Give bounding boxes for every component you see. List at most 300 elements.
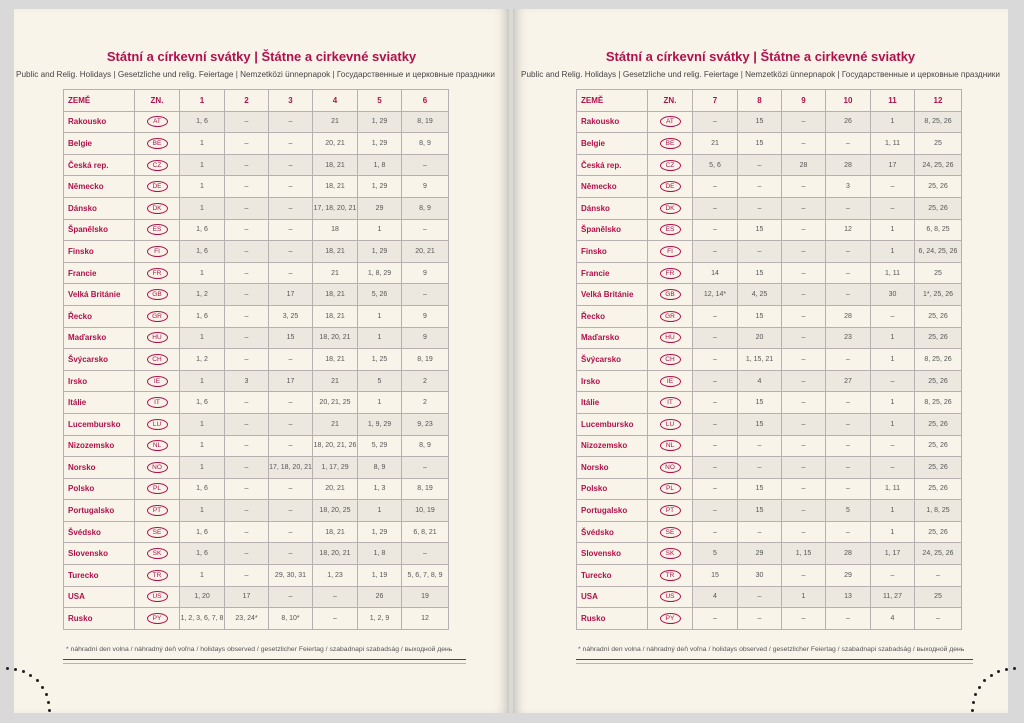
country-code-cell <box>135 262 180 284</box>
holiday-dates: – <box>782 565 826 587</box>
table-row <box>577 478 962 500</box>
table-row <box>64 197 449 219</box>
country-code-badge: HU <box>147 332 168 343</box>
binding-dot <box>978 686 981 689</box>
table-row <box>64 154 449 176</box>
holiday-dates: 9 <box>402 176 449 198</box>
holiday-dates: – <box>225 349 269 371</box>
country-code-cell <box>648 435 693 457</box>
country-name: Nizozemsko <box>64 435 135 457</box>
holiday-dates: 13 <box>826 586 871 608</box>
holiday-dates: – <box>225 262 269 284</box>
country-code-cell <box>648 413 693 435</box>
country-code-cell <box>648 478 693 500</box>
country-name: Portugalsko <box>64 500 135 522</box>
country-code-badge: PT <box>147 505 168 516</box>
holiday-dates: 17, 18, 20, 21 <box>313 197 358 219</box>
holiday-dates: – <box>402 154 449 176</box>
country-code-badge: IE <box>147 376 168 387</box>
holiday-dates: 21 <box>313 111 358 133</box>
country-name: Lucembursko <box>577 413 648 435</box>
page-title: Státní a církevní svátky | Štátne a cirkevné sviatky <box>106 49 417 64</box>
holiday-dates: 15 <box>693 565 738 587</box>
table-row <box>64 565 449 587</box>
country-code-cell <box>135 608 180 630</box>
country-name: Polsko <box>64 478 135 500</box>
country-name: Rusko <box>577 608 648 630</box>
holiday-dates: – <box>782 478 826 500</box>
holiday-dates: 1, 29 <box>358 133 402 155</box>
holiday-dates: 25, 26 <box>915 521 962 543</box>
country-code-badge: LU <box>660 419 681 430</box>
table-row <box>64 133 449 155</box>
holiday-dates: – <box>782 435 826 457</box>
holiday-dates: 21 <box>313 370 358 392</box>
country-code-cell <box>648 370 693 392</box>
holiday-dates: – <box>738 608 782 630</box>
left-page <box>14 9 509 713</box>
holiday-dates: – <box>225 284 269 306</box>
holiday-dates: 15 <box>738 478 782 500</box>
holiday-dates: – <box>826 284 871 306</box>
holiday-dates: – <box>225 435 269 457</box>
holiday-dates: 1 <box>358 305 402 327</box>
holiday-dates: – <box>225 111 269 133</box>
holiday-dates: 1 <box>358 219 402 241</box>
holiday-dates: 1, 8 <box>358 154 402 176</box>
holiday-dates: 1 <box>358 327 402 349</box>
country-code-badge: HU <box>660 332 681 343</box>
holiday-dates: – <box>738 457 782 479</box>
holiday-dates: 1 <box>180 176 225 198</box>
holiday-dates: – <box>782 284 826 306</box>
binding-dot <box>6 667 9 670</box>
holiday-dates: – <box>826 197 871 219</box>
table-row <box>64 305 449 327</box>
table-row <box>577 219 962 241</box>
holiday-dates: – <box>269 413 313 435</box>
holiday-dates: – <box>782 133 826 155</box>
holiday-dates: – <box>693 500 738 522</box>
holiday-dates: – <box>826 478 871 500</box>
holiday-dates: 8, 9 <box>402 133 449 155</box>
country-code-badge: NL <box>147 440 168 451</box>
table-row <box>577 284 962 306</box>
holiday-dates: 5 <box>358 370 402 392</box>
holiday-dates: 25, 26 <box>915 478 962 500</box>
holiday-dates: – <box>225 565 269 587</box>
table-row <box>577 370 962 392</box>
country-name: Česká rep. <box>64 154 135 176</box>
holiday-dates: 19 <box>402 586 449 608</box>
holiday-dates: 9 <box>402 305 449 327</box>
holiday-dates: 3, 25 <box>269 305 313 327</box>
binding-dot <box>14 668 17 671</box>
holiday-dates: – <box>225 500 269 522</box>
country-code-cell <box>135 305 180 327</box>
holiday-dates: – <box>782 349 826 371</box>
holiday-dates: 8, 25, 26 <box>915 111 962 133</box>
country-code-badge: BE <box>147 138 168 149</box>
country-name: Řecko <box>64 305 135 327</box>
holiday-dates: 1, 9, 29 <box>358 413 402 435</box>
country-code-badge: AT <box>147 116 168 127</box>
holiday-dates: 18, 21 <box>313 176 358 198</box>
holiday-dates: – <box>738 435 782 457</box>
holiday-dates: – <box>915 608 962 630</box>
country-name: Velká Británie <box>64 284 135 306</box>
holiday-dates: 1, 6 <box>180 111 225 133</box>
country-name: Švédsko <box>577 521 648 543</box>
holiday-dates: – <box>782 370 826 392</box>
holiday-dates: – <box>693 370 738 392</box>
holiday-dates: – <box>269 219 313 241</box>
binding-dot <box>971 709 974 712</box>
column-header-month: 12 <box>915 90 962 112</box>
holiday-dates: 1 <box>871 111 915 133</box>
holiday-dates: 4 <box>871 608 915 630</box>
holiday-dates: 18, 21 <box>313 349 358 371</box>
holiday-dates: – <box>693 327 738 349</box>
divider <box>576 659 973 660</box>
holiday-dates: 1, 6 <box>180 521 225 543</box>
holiday-dates: – <box>693 111 738 133</box>
column-header-code: ZN. <box>648 90 693 112</box>
holiday-dates: 1, 19 <box>358 565 402 587</box>
holiday-dates: – <box>782 262 826 284</box>
country-code-badge: NL <box>660 440 681 451</box>
holiday-dates: 5 <box>826 500 871 522</box>
holidays-table-right <box>576 89 962 630</box>
holiday-dates: 1 <box>180 370 225 392</box>
country-name: USA <box>64 586 135 608</box>
column-header-country: ZEMĚ <box>577 90 648 112</box>
holiday-dates: 1, 6 <box>180 241 225 263</box>
table-row <box>64 413 449 435</box>
country-code-badge: ES <box>660 224 681 235</box>
holiday-dates: 1 <box>180 565 225 587</box>
holiday-dates: 1, 17 <box>871 543 915 565</box>
holiday-dates: 12, 14* <box>693 284 738 306</box>
country-code-cell <box>135 586 180 608</box>
country-code-cell <box>648 111 693 133</box>
page-title: Státní a církevní svátky | Štátne a cirkevné sviatky <box>605 49 916 64</box>
holiday-dates: – <box>225 176 269 198</box>
holiday-dates: 6, 8, 25 <box>915 219 962 241</box>
holiday-dates: – <box>826 435 871 457</box>
holiday-dates: – <box>782 176 826 198</box>
country-code-cell <box>648 262 693 284</box>
table-row <box>64 370 449 392</box>
table-row <box>577 197 962 219</box>
binding-dot <box>1005 668 1008 671</box>
table-row <box>577 176 962 198</box>
holiday-dates: – <box>826 262 871 284</box>
country-code-badge: DE <box>660 181 681 192</box>
holiday-dates: – <box>269 241 313 263</box>
holiday-dates: 29 <box>826 565 871 587</box>
table-row <box>64 500 449 522</box>
column-header-month: 2 <box>225 90 269 112</box>
holiday-dates: – <box>269 197 313 219</box>
holiday-dates: – <box>269 435 313 457</box>
country-name: Itálie <box>64 392 135 414</box>
country-name: Francie <box>64 262 135 284</box>
holiday-dates: 1, 15 <box>782 543 826 565</box>
country-name: Portugalsko <box>577 500 648 522</box>
country-name: Maďarsko <box>577 327 648 349</box>
table-row <box>577 500 962 522</box>
table-row <box>64 521 449 543</box>
table-row <box>577 111 962 133</box>
holiday-dates: 1*, 25, 26 <box>915 284 962 306</box>
binding-dot <box>990 674 993 677</box>
country-code-badge: FR <box>147 268 168 279</box>
country-code-badge: IE <box>660 376 681 387</box>
table-row <box>64 284 449 306</box>
holiday-dates: 1 <box>871 241 915 263</box>
country-code-cell <box>648 608 693 630</box>
country-name: Slovensko <box>64 543 135 565</box>
holiday-dates: 8, 9 <box>402 435 449 457</box>
holiday-dates: – <box>782 500 826 522</box>
holiday-dates: – <box>402 543 449 565</box>
holiday-dates: 1, 20 <box>180 586 225 608</box>
holiday-dates: – <box>402 219 449 241</box>
country-code-badge: CH <box>660 354 681 365</box>
holiday-dates: – <box>225 478 269 500</box>
holiday-dates: 17 <box>269 370 313 392</box>
holiday-dates: 1, 29 <box>358 176 402 198</box>
holiday-dates: 1, 29 <box>358 111 402 133</box>
country-code-cell <box>135 197 180 219</box>
country-code-cell <box>135 133 180 155</box>
country-code-badge: LU <box>147 419 168 430</box>
country-code-badge: AT <box>660 116 681 127</box>
table-row <box>577 521 962 543</box>
holiday-dates: 25, 26 <box>915 435 962 457</box>
holiday-dates: – <box>826 608 871 630</box>
page-subtitle: Public and Relig. Holidays | Gesetzliche und relig. Feiertage | Nemzetközi ünnepnapok | Государственные и церковные праздники <box>521 70 1000 79</box>
holiday-dates: 1, 29 <box>358 521 402 543</box>
holiday-dates: – <box>313 586 358 608</box>
holiday-dates: 3 <box>225 370 269 392</box>
country-code-cell <box>135 478 180 500</box>
holiday-dates: – <box>269 521 313 543</box>
holiday-dates: 1 <box>180 500 225 522</box>
holiday-dates: – <box>693 197 738 219</box>
holiday-dates: 15 <box>738 305 782 327</box>
holiday-dates: 28 <box>826 305 871 327</box>
holiday-dates: 25, 26 <box>915 457 962 479</box>
country-code-cell <box>648 349 693 371</box>
country-code-badge: IT <box>147 397 168 408</box>
country-code-badge: GB <box>147 289 168 300</box>
column-header-month: 4 <box>313 90 358 112</box>
table-row <box>577 392 962 414</box>
table-row <box>64 457 449 479</box>
column-header-month: 7 <box>693 90 738 112</box>
table-row <box>64 392 449 414</box>
holiday-dates: – <box>225 392 269 414</box>
holiday-dates: 1 <box>871 349 915 371</box>
country-code-badge: GB <box>660 289 681 300</box>
country-code-cell <box>648 241 693 263</box>
holiday-dates: – <box>738 521 782 543</box>
table-row <box>577 413 962 435</box>
country-name: Švýcarsko <box>64 349 135 371</box>
holiday-dates: 29 <box>358 197 402 219</box>
country-code-badge: CZ <box>147 160 168 171</box>
holiday-dates: 3 <box>826 176 871 198</box>
country-name: Itálie <box>577 392 648 414</box>
holiday-dates: 1, 29 <box>358 241 402 263</box>
holiday-dates: 8, 19 <box>402 478 449 500</box>
holiday-dates: 25, 26 <box>915 413 962 435</box>
country-name: Česká rep. <box>577 154 648 176</box>
country-code-cell <box>135 500 180 522</box>
holiday-dates: – <box>826 133 871 155</box>
holiday-dates: 15 <box>738 133 782 155</box>
holiday-dates: 5, 6 <box>693 154 738 176</box>
holiday-dates: – <box>782 219 826 241</box>
holiday-dates: 18, 20, 25 <box>313 500 358 522</box>
holiday-dates: 5 <box>693 543 738 565</box>
holiday-dates: 15 <box>738 392 782 414</box>
holiday-dates: 18, 21 <box>313 241 358 263</box>
holiday-dates: 1, 6 <box>180 305 225 327</box>
holiday-dates: 8, 9 <box>358 457 402 479</box>
holiday-dates: 1, 8, 29 <box>358 262 402 284</box>
holiday-dates: 1, 6 <box>180 478 225 500</box>
country-code-cell <box>648 176 693 198</box>
column-header-code: ZN. <box>135 90 180 112</box>
holiday-dates: 15 <box>738 500 782 522</box>
holiday-dates: – <box>269 176 313 198</box>
table-row <box>64 435 449 457</box>
holiday-dates: 25, 26 <box>915 305 962 327</box>
holiday-dates: – <box>782 521 826 543</box>
holiday-dates: 8, 10* <box>269 608 313 630</box>
holiday-dates: 1, 2, 3, 6, 7, 8 <box>180 608 225 630</box>
country-code-cell <box>135 392 180 414</box>
country-code-cell <box>135 457 180 479</box>
right-page <box>513 9 1008 713</box>
holiday-dates: – <box>782 608 826 630</box>
holiday-dates: 6, 24, 25, 26 <box>915 241 962 263</box>
holiday-dates: 25 <box>915 586 962 608</box>
holiday-dates: 9 <box>402 262 449 284</box>
holiday-dates: – <box>269 154 313 176</box>
holiday-dates: 1 <box>180 413 225 435</box>
binding-dot <box>983 679 986 682</box>
binding-dot <box>29 674 32 677</box>
binding-dot <box>1013 667 1016 670</box>
holiday-dates: – <box>871 435 915 457</box>
holiday-dates: 1, 2 <box>180 284 225 306</box>
holiday-dates: 21 <box>313 262 358 284</box>
holiday-dates: – <box>225 154 269 176</box>
holiday-dates: 17 <box>269 284 313 306</box>
table-row <box>64 608 449 630</box>
holiday-dates: 1 <box>180 435 225 457</box>
holiday-dates: – <box>225 457 269 479</box>
holiday-dates: – <box>693 521 738 543</box>
holiday-dates: 17 <box>225 586 269 608</box>
holiday-dates: 29 <box>738 543 782 565</box>
holiday-dates: 30 <box>738 565 782 587</box>
holiday-dates: – <box>693 219 738 241</box>
table-row <box>577 608 962 630</box>
country-code-cell <box>135 349 180 371</box>
holiday-dates: – <box>782 305 826 327</box>
holiday-dates: 1 <box>180 197 225 219</box>
holiday-dates: – <box>693 435 738 457</box>
holiday-dates: – <box>782 241 826 263</box>
holiday-dates: 8, 9 <box>402 197 449 219</box>
holiday-dates: 1 <box>871 219 915 241</box>
country-code-cell <box>648 457 693 479</box>
country-code-cell <box>135 219 180 241</box>
table-row <box>64 219 449 241</box>
holiday-dates: 15 <box>269 327 313 349</box>
holiday-dates: 25 <box>915 262 962 284</box>
holiday-dates: 4 <box>738 370 782 392</box>
holiday-dates: 1, 11 <box>871 262 915 284</box>
holiday-dates: 1 <box>782 586 826 608</box>
holiday-dates: 25, 26 <box>915 327 962 349</box>
holiday-dates: – <box>738 197 782 219</box>
table-row <box>577 241 962 263</box>
table-row <box>64 111 449 133</box>
holiday-dates: 12 <box>402 608 449 630</box>
column-header-month: 1 <box>180 90 225 112</box>
holiday-dates: 15 <box>738 413 782 435</box>
binding-dot <box>974 693 977 696</box>
country-code-cell <box>648 219 693 241</box>
country-name: Rakousko <box>64 111 135 133</box>
country-code-badge: TR <box>147 570 168 581</box>
holiday-dates: 2 <box>402 370 449 392</box>
table-row <box>64 176 449 198</box>
holiday-dates: – <box>782 197 826 219</box>
holiday-dates: – <box>693 608 738 630</box>
holiday-dates: – <box>269 586 313 608</box>
holiday-dates: 18 <box>313 219 358 241</box>
binding-dot <box>972 701 975 704</box>
table-row <box>64 478 449 500</box>
holiday-dates: – <box>693 457 738 479</box>
holiday-dates: 5, 26 <box>358 284 402 306</box>
country-code-badge: DK <box>147 203 168 214</box>
holidays-table-left <box>63 89 449 630</box>
holiday-dates: – <box>225 521 269 543</box>
holiday-dates: – <box>826 392 871 414</box>
holiday-dates: – <box>225 327 269 349</box>
holiday-dates: 20, 21 <box>313 478 358 500</box>
country-name: Německo <box>64 176 135 198</box>
holiday-dates: – <box>782 413 826 435</box>
holiday-dates: 1 <box>180 154 225 176</box>
country-code-badge: FI <box>147 246 168 257</box>
holiday-dates: – <box>738 586 782 608</box>
holiday-dates: 23, 24* <box>225 608 269 630</box>
holiday-dates: 9 <box>402 327 449 349</box>
country-name: Španělsko <box>64 219 135 241</box>
country-code-cell <box>648 133 693 155</box>
holiday-dates: – <box>313 608 358 630</box>
holiday-dates: 25, 26 <box>915 197 962 219</box>
